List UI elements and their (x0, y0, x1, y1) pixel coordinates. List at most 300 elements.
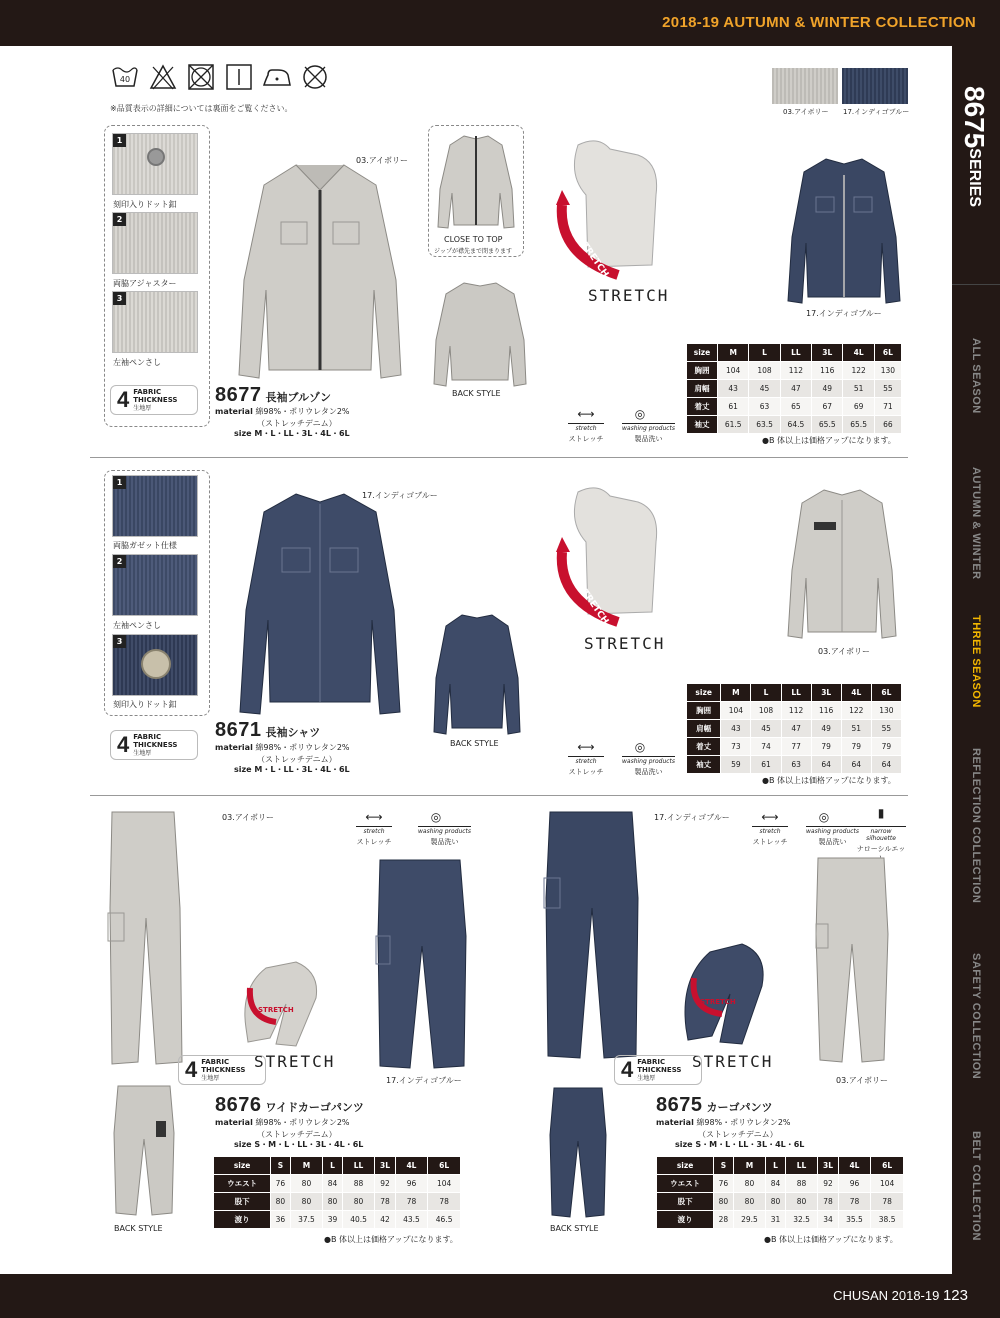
detail-number: 2 (113, 555, 126, 568)
color-swatch-ivory[interactable] (772, 68, 838, 104)
sidebar-divider (952, 284, 1000, 285)
detail-photo (112, 634, 198, 696)
back-style-label: BACK STYLE (450, 739, 499, 748)
stretch-arrow-icon: ⟷ (577, 740, 595, 754)
table-cell: 43.5 (395, 1211, 428, 1229)
size-table-8675 (656, 1156, 904, 1229)
sidebar-item-reflection[interactable] (952, 741, 1000, 911)
table-row (687, 416, 902, 434)
row-header: 股下 (214, 1193, 271, 1211)
table-header: LL (342, 1157, 375, 1175)
table-header: S (271, 1157, 290, 1175)
table-cell: 63.5 (749, 416, 780, 434)
material-text: 綿98%・ポリウレタン2% (255, 743, 350, 752)
detail-photo (112, 291, 198, 353)
material-text: （ストレッチデニム） (698, 1130, 778, 1139)
row-header: 股下 (657, 1193, 714, 1211)
price-note: ●B 体以上は価格アップになります。 (762, 776, 896, 785)
table-cell: 116 (811, 702, 841, 720)
material-label: material (656, 1118, 694, 1127)
pants-back-image (112, 1083, 176, 1217)
fabric-number: 4 (185, 1057, 198, 1082)
table-cell: 80 (714, 1193, 733, 1211)
stretch-arrow-label: STRETCH (700, 998, 736, 1006)
no-dry-clean-icon (300, 62, 330, 92)
sidebar-label: REFLECTION COLLECTION (970, 748, 982, 904)
table-cell: 61.5 (718, 416, 749, 434)
stretch-arrow-label: STRETCH (575, 235, 611, 280)
pants-ivory-image (812, 854, 892, 1064)
footer-text: CHUSAN 2018-19 (833, 1288, 940, 1303)
product-code: 8671 (215, 719, 262, 741)
detail-number: 3 (113, 635, 126, 648)
color-label: 03.アイボリー (222, 813, 275, 822)
row-header: 胸囲 (687, 362, 718, 380)
table-cell: 88 (785, 1175, 818, 1193)
size-values: M・L・LL・3L・4L・6L (254, 765, 350, 774)
feature-en: washing products (622, 758, 676, 765)
table-header: L (749, 344, 780, 362)
table-header: M (718, 344, 749, 362)
table-cell: 32.5 (785, 1211, 818, 1229)
table-cell: 64.5 (780, 416, 811, 434)
row-header: 渡り (214, 1211, 271, 1229)
detail-label: 刻印入りドット釦 (113, 700, 177, 709)
stretch-arrow-icon: ⟷ (577, 407, 595, 421)
table-cell: 80 (733, 1175, 766, 1193)
table-cell: 51 (843, 380, 874, 398)
table-header: 4L (841, 684, 871, 702)
table-cell: 69 (843, 398, 874, 416)
table-cell: 84 (766, 1175, 785, 1193)
table-header-row (657, 1157, 904, 1175)
product-code: 8677 (215, 384, 262, 406)
row-header: 着丈 (687, 738, 721, 756)
table-header: LL (785, 1157, 818, 1175)
price-note: ●B 体以上は価格アップになります。 (764, 1235, 898, 1244)
row-header: 胸囲 (687, 702, 721, 720)
table-cell: 38.5 (871, 1211, 904, 1229)
table-cell: 80 (733, 1193, 766, 1211)
product-name: 長袖ブルゾン (265, 391, 332, 404)
washing-feature (806, 808, 859, 847)
section-divider (90, 457, 908, 458)
jacket-closed-image (436, 133, 516, 230)
table-row (687, 380, 902, 398)
feature-jp: ストレッチ (568, 435, 604, 443)
detail-photo (112, 475, 198, 537)
jacket-back-image (432, 280, 528, 388)
stretch-arrow-icon: ⟷ (365, 810, 383, 824)
care-icons (110, 62, 330, 92)
table-cell: 80 (271, 1193, 290, 1211)
table-header: 4L (395, 1157, 428, 1175)
back-style-label: BACK STYLE (114, 1224, 163, 1233)
table-cell: 63 (749, 398, 780, 416)
detail-label: 刻印入りドット釦 (113, 200, 177, 209)
table-cell: 65.5 (843, 416, 874, 434)
table-cell: 64 (811, 756, 841, 774)
iron-low-icon (262, 62, 292, 92)
sidebar-label: SAFETY COLLECTION (970, 952, 982, 1080)
table-row (687, 398, 902, 416)
washing-feature (622, 738, 675, 777)
table-row (687, 738, 902, 756)
feature-jp: 製品洗い (634, 768, 663, 776)
size-label: size (675, 1140, 693, 1149)
table-cell: 55 (871, 720, 901, 738)
back-style-label: BACK STYLE (550, 1224, 599, 1233)
material-8671 (215, 742, 350, 766)
table-cell: 59 (721, 756, 751, 774)
table-cell: 36 (271, 1211, 290, 1229)
detail-photo (112, 554, 198, 616)
section-divider (90, 795, 908, 796)
table-cell: 66 (874, 416, 901, 434)
table-cell: 130 (874, 362, 901, 380)
table-cell: 80 (342, 1193, 375, 1211)
detail-label: 左袖ペンさし (113, 358, 161, 367)
fabric-title: THICKNESS (133, 395, 178, 404)
color-label: 03.アイボリー (818, 647, 871, 656)
shirt-back-image (432, 612, 522, 737)
table-cell: 46.5 (428, 1211, 461, 1229)
swatch-label-indigo: 17.インディゴブルー (843, 108, 910, 116)
size-table-8677 (686, 343, 902, 434)
stretch-feature (752, 808, 788, 847)
row-header: 着丈 (687, 398, 718, 416)
table-row (657, 1175, 904, 1193)
table-cell: 78 (818, 1193, 838, 1211)
detail-number: 2 (113, 213, 126, 226)
table-cell: 79 (811, 738, 841, 756)
product-title-8675 (656, 1094, 773, 1117)
detail-number: 1 (113, 134, 126, 147)
table-cell: 39 (323, 1211, 342, 1229)
sidebar-label: AUTUMN & WINTER (970, 466, 982, 580)
feature-jp: 製品洗い (818, 838, 847, 846)
table-cell: 74 (751, 738, 781, 756)
series-label: SERIES (966, 148, 983, 207)
back-style-label: BACK STYLE (452, 389, 501, 398)
material-text: 綿98%・ポリウレタン2% (255, 1118, 350, 1127)
detail-photo (112, 133, 198, 195)
color-label: 03.アイボリー (836, 1076, 889, 1085)
row-header: 肩幅 (687, 380, 718, 398)
table-header-row (687, 684, 902, 702)
feature-en: washing products (622, 425, 676, 432)
row-header: 袖丈 (687, 756, 721, 774)
table-cell: 104 (721, 702, 751, 720)
table-header-row (214, 1157, 461, 1175)
table-header: size (687, 684, 721, 702)
fabric-title: FABRIC (133, 732, 162, 741)
row-header: ウエスト (657, 1175, 714, 1193)
fabric-thickness-badge (110, 730, 198, 760)
table-cell: 80 (323, 1193, 342, 1211)
feature-jp: 製品洗い (430, 838, 459, 846)
table-cell: 49 (811, 720, 841, 738)
feature-jp: ナローシルエッ (856, 845, 906, 853)
size-8671 (234, 764, 350, 775)
price-note: ●B 体以上は価格アップになります。 (762, 436, 896, 445)
product-code: 8675 (656, 1094, 703, 1116)
table-cell: 65 (780, 398, 811, 416)
size-label: size (234, 1140, 252, 1149)
size-table-8671 (686, 683, 902, 774)
table-cell: 64 (841, 756, 871, 774)
fabric-title: THICKNESS (201, 1065, 246, 1074)
close-to-top-label: CLOSE TO TOP (444, 235, 503, 244)
table-cell: 28 (714, 1211, 733, 1229)
table-cell: 31 (766, 1211, 785, 1229)
table-cell: 71 (874, 398, 901, 416)
table-cell: 112 (781, 702, 811, 720)
jacket-indigo-image (786, 155, 902, 305)
fabric-jp: 生地厚 (637, 1074, 656, 1082)
product-name: 長袖シャツ (265, 726, 321, 739)
detail-label: 両脇ガゼット仕様 (113, 541, 177, 550)
detail-photo (112, 212, 198, 274)
feature-jp: ストレッチ (752, 838, 788, 846)
line-dry-icon (224, 62, 254, 92)
table-header-row (687, 344, 902, 362)
stretch-pants-image (236, 958, 328, 1048)
table-cell: 104 (428, 1175, 461, 1193)
stretch-label: STRETCH (588, 286, 670, 305)
pants-ivory-image (104, 808, 184, 1066)
table-cell: 112 (780, 362, 811, 380)
stretch-arrow-label: STRETCH (258, 1006, 294, 1014)
row-header: ウエスト (214, 1175, 271, 1193)
table-cell: 104 (871, 1175, 904, 1193)
product-name: カーゴパンツ (706, 1101, 773, 1114)
table-cell: 78 (428, 1193, 461, 1211)
fabric-number: 4 (117, 387, 130, 412)
swatch-label-ivory: 03.アイボリー (783, 108, 829, 116)
table-cell: 40.5 (342, 1211, 375, 1229)
table-header: LL (780, 344, 811, 362)
table-cell: 49 (812, 380, 843, 398)
fabric-title: FABRIC (637, 1057, 666, 1066)
wash-temp: 40 (119, 75, 131, 84)
table-cell: 45 (751, 720, 781, 738)
shirt-indigo-image (238, 490, 402, 718)
table-cell: 47 (780, 380, 811, 398)
detail-label: 両脇アジャスター (113, 279, 177, 288)
table-row (214, 1193, 461, 1211)
washing-icon: ◎ (634, 407, 646, 421)
fabric-title: FABRIC (201, 1057, 230, 1066)
sidebar-label: BELT COLLECTION (970, 1131, 982, 1241)
table-header: 4L (838, 1157, 871, 1175)
table-cell: 92 (375, 1175, 395, 1193)
table-cell: 45 (749, 380, 780, 398)
collection-title: 2018-19 AUTUMN & WINTER COLLECTION (662, 14, 976, 31)
table-cell: 76 (271, 1175, 290, 1193)
table-header: 3L (811, 684, 841, 702)
table-header: 6L (428, 1157, 461, 1175)
material-text: 綿98%・ポリウレタン2% (255, 407, 350, 416)
sidebar-label: ALL SEASON (970, 338, 982, 414)
color-swatch-indigo[interactable] (842, 68, 908, 104)
product-code: 8676 (215, 1094, 262, 1116)
no-bleach-icon (148, 62, 178, 92)
table-header: size (214, 1157, 271, 1175)
size-8676 (234, 1139, 363, 1150)
fabric-thickness-badge (178, 1055, 266, 1085)
sidebar-item-three-season[interactable] (952, 606, 1000, 716)
footer-bar (0, 1274, 1000, 1318)
stretch-figure-image (548, 135, 668, 280)
stretch-arrow-label: STRETCH (575, 582, 611, 627)
table-header: LL (781, 684, 811, 702)
color-label: 17.インディゴブルー (654, 813, 730, 822)
stretch-label: STRETCH (254, 1052, 336, 1071)
table-cell: 78 (375, 1193, 395, 1211)
detail-number: 3 (113, 292, 126, 305)
table-cell: 34 (818, 1211, 838, 1229)
table-cell: 96 (395, 1175, 428, 1193)
table-header: M (733, 1157, 766, 1175)
table-cell: 65.5 (812, 416, 843, 434)
fabric-number: 4 (117, 732, 130, 757)
table-cell: 35.5 (838, 1211, 871, 1229)
washing-feature (418, 808, 471, 847)
table-header: L (766, 1157, 785, 1175)
no-tumble-dry-icon (186, 62, 216, 92)
button-icon (141, 649, 171, 679)
fabric-number: 4 (621, 1057, 634, 1082)
table-row (687, 720, 902, 738)
material-text: （ストレッチデニム） (257, 755, 337, 764)
button-icon (147, 148, 165, 166)
table-cell: 78 (871, 1193, 904, 1211)
table-cell: 79 (871, 738, 901, 756)
table-header: 3L (812, 344, 843, 362)
table-cell: 47 (781, 720, 811, 738)
sidebar-item-autumn-winter[interactable] (952, 458, 1000, 588)
material-8675 (656, 1117, 791, 1141)
table-cell: 64 (871, 756, 901, 774)
table-row (687, 702, 902, 720)
material-label: material (215, 743, 253, 752)
table-cell: 61 (751, 756, 781, 774)
size-label: size (234, 765, 252, 774)
table-cell: 42 (375, 1211, 395, 1229)
table-cell: 84 (323, 1175, 342, 1193)
table-cell: 78 (838, 1193, 871, 1211)
table-row (657, 1193, 904, 1211)
table-cell: 63 (781, 756, 811, 774)
fabric-jp: 生地厚 (133, 749, 152, 757)
size-table-8676 (213, 1156, 461, 1229)
pants-back-image (548, 1085, 608, 1219)
pants-indigo-image (372, 856, 472, 1071)
wash-40-icon (110, 62, 140, 92)
feature-en: stretch (568, 423, 604, 432)
table-cell: 37.5 (290, 1211, 323, 1229)
stretch-figure-image (548, 482, 668, 627)
table-header: 6L (871, 684, 901, 702)
table-header: size (687, 344, 718, 362)
washing-icon: ◎ (634, 740, 646, 754)
table-header: 6L (874, 344, 901, 362)
material-label: material (215, 1118, 253, 1127)
series-number: 8675 (959, 86, 990, 149)
table-cell: 29.5 (733, 1211, 766, 1229)
feature-jp: ストレッチ (356, 838, 392, 846)
row-header: 袖丈 (687, 416, 718, 434)
table-cell: 51 (841, 720, 871, 738)
table-cell: 80 (766, 1193, 785, 1211)
row-header: 肩幅 (687, 720, 721, 738)
washing-feature (622, 405, 675, 444)
size-values: S・M・L・LL・3L・4L・6L (695, 1140, 805, 1149)
fabric-title: FABRIC (133, 387, 162, 396)
material-8676 (215, 1117, 350, 1141)
page-footer (833, 1287, 968, 1304)
close-to-top-note: ジップが襟先まで閉まります (434, 248, 513, 255)
size-values: S・M・L・LL・3L・4L・6L (254, 1140, 364, 1149)
detail-number: 1 (113, 476, 126, 489)
table-header: L (751, 684, 781, 702)
row-header: 渡り (657, 1211, 714, 1229)
table-header: M (721, 684, 751, 702)
color-label: 17.インディゴブルー (362, 491, 438, 500)
table-cell: 80 (290, 1175, 323, 1193)
pants-indigo-image (540, 808, 644, 1060)
size-8675 (675, 1139, 804, 1150)
table-cell: 76 (714, 1175, 733, 1193)
stretch-pants-image (676, 938, 776, 1048)
material-text: （ストレッチデニム） (257, 419, 337, 428)
table-cell: 61 (718, 398, 749, 416)
table-cell: 130 (871, 702, 901, 720)
narrow-silhouette-icon: ▮ (877, 806, 885, 820)
table-cell: 79 (841, 738, 871, 756)
sidebar-item-belt[interactable] (952, 1121, 1000, 1251)
sidebar-item-all-season[interactable] (952, 331, 1000, 421)
product-title-8677 (215, 384, 331, 407)
product-title-8671 (215, 719, 320, 742)
table-cell: 108 (749, 362, 780, 380)
table-row (657, 1211, 904, 1229)
care-note: ※品質表示の詳細については裏面をご覧ください。 (110, 104, 293, 113)
fabric-title: THICKNESS (637, 1065, 682, 1074)
material-text: 綿98%・ポリウレタン2% (696, 1118, 791, 1127)
table-cell: 122 (841, 702, 871, 720)
feature-en: stretch (356, 826, 392, 835)
table-cell: 104 (718, 362, 749, 380)
table-header: S (714, 1157, 733, 1175)
header-bar (0, 0, 1000, 46)
fabric-thickness-badge (614, 1055, 702, 1085)
feature-en: stretch (752, 826, 788, 835)
size-8677 (234, 428, 350, 439)
feature-en: washing products (418, 828, 472, 835)
page-number: 123 (942, 1287, 968, 1304)
table-header: 4L (843, 344, 874, 362)
feature-en: stretch (568, 756, 604, 765)
fabric-thickness-badge (110, 385, 198, 415)
stretch-feature (568, 738, 604, 777)
feature-en: washing products (806, 828, 860, 835)
fabric-jp: 生地厚 (133, 404, 152, 412)
sidebar-item-safety[interactable] (952, 941, 1000, 1091)
stretch-arrow-icon: ⟷ (761, 810, 779, 824)
stretch-label: STRETCH (584, 634, 666, 653)
